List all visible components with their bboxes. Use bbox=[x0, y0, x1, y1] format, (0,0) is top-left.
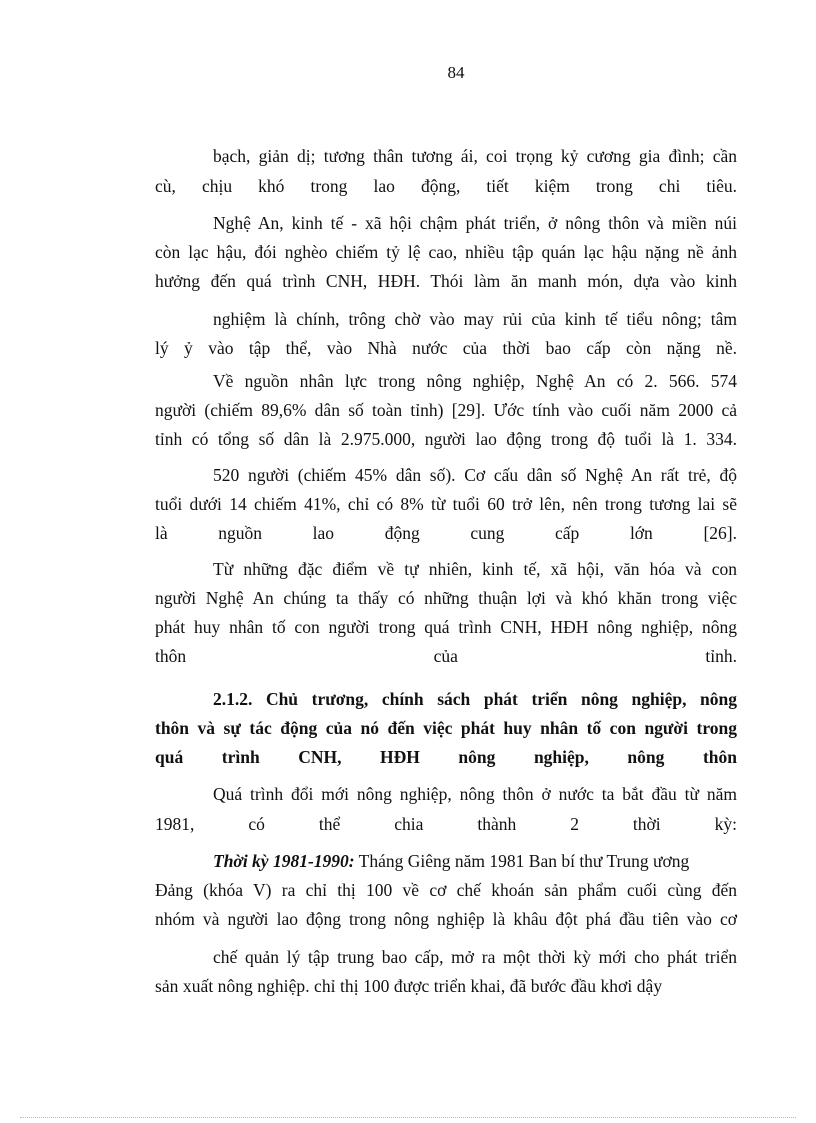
text-line: hưởng đến quá trình CNH, HĐH. Thói làm ăn manh món, dựa vào kinh bbox=[155, 271, 737, 291]
text-span: Tháng Giêng năm 1981 Ban bí thư Trung ương bbox=[354, 851, 690, 871]
footer-divider bbox=[20, 1117, 796, 1118]
text-line: bạch, giản dị; tương thân tương ái, coi trọng kỷ cương gia đình; cần bbox=[213, 146, 737, 166]
text-line: sản xuất nông nghiệp. chỉ thị 100 được triển khai, đã bước đầu khơi dậy bbox=[155, 976, 663, 996]
text-line: nghiệm là chính, trông chờ vào may rủi của kinh tế tiểu nông; tâm bbox=[213, 309, 737, 329]
section-heading: quá trình CNH, HĐH nông nghiệp, nông thôn bbox=[155, 747, 737, 767]
section-heading: 2.1.2. Chủ trương, chính sách phát triển nông nghiệp, nông bbox=[213, 689, 737, 709]
text-line: thôn của tỉnh. bbox=[155, 646, 737, 666]
text-line: là nguồn lao động cung cấp lớn [26]. bbox=[155, 523, 737, 543]
text-line: tuổi dưới 14 chiếm 41%, chỉ có 8% từ tuổi 60 trở lên, nên trong tương lai sẽ bbox=[155, 494, 737, 514]
text-line: người (chiếm 89,6% dân số toàn tỉnh) [29]. Ước tính vào cuối năm 2000 cả bbox=[155, 400, 737, 420]
text-line: Đảng (khóa V) ra chỉ thị 100 về cơ chế khoán sản phẩm cuối cùng đến bbox=[155, 880, 737, 900]
text-line: nhóm và người lao động trong nông nghiệp là khâu đột phá đầu tiên vào cơ bbox=[155, 909, 737, 929]
text-line bbox=[213, 850, 737, 872]
text-line: chế quản lý tập trung bao cấp, mở ra một thời kỳ mới cho phát triển bbox=[213, 947, 737, 967]
page-number: 84 bbox=[447, 63, 465, 82]
text-line: Quá trình đổi mới nông nghiệp, nông thôn ở nước ta bắt đầu từ năm bbox=[213, 784, 737, 804]
text-line: 1981, có thể chia thành 2 thời kỳ: bbox=[155, 814, 737, 834]
text-line: phát huy nhân tố con người trong quá trình CNH, HĐH nông nghiệp, nông bbox=[155, 617, 737, 637]
text-line: còn lạc hậu, đói nghèo chiếm tỷ lệ cao, nhiều tập quán lạc hậu nặng nề ảnh bbox=[155, 242, 737, 262]
text-line: người Nghệ An chúng ta thấy có những thuận lợi và khó khăn trong việc bbox=[155, 588, 737, 608]
text-line: cù, chịu khó trong lao động, tiết kiệm trong chi tiêu. bbox=[155, 176, 737, 196]
text-line: lý ỷ vào tập thể, vào Nhà nước của thời bao cấp còn nặng nề. bbox=[155, 338, 737, 358]
text-line: tỉnh có tổng số dân là 2.975.000, người lao động trong độ tuổi là 1. 334. bbox=[155, 429, 737, 449]
text-line: Về nguồn nhân lực trong nông nghiệp, Nghệ An có 2. 566. 574 bbox=[213, 371, 737, 391]
text-line: Từ những đặc điểm về tự nhiên, kinh tế, xã hội, văn hóa và con bbox=[213, 559, 737, 579]
text-line: Nghệ An, kinh tế - xã hội chậm phát triển, ở nông thôn và miền núi bbox=[213, 213, 737, 233]
text-line: 520 người (chiếm 45% dân số). Cơ cấu dân số Nghệ An rất trẻ, độ bbox=[213, 465, 737, 485]
period-label: Thời kỳ 1981-1990: bbox=[213, 851, 355, 871]
section-heading: thôn và sự tác động của nó đến việc phát huy nhân tố con người trong bbox=[155, 718, 737, 738]
